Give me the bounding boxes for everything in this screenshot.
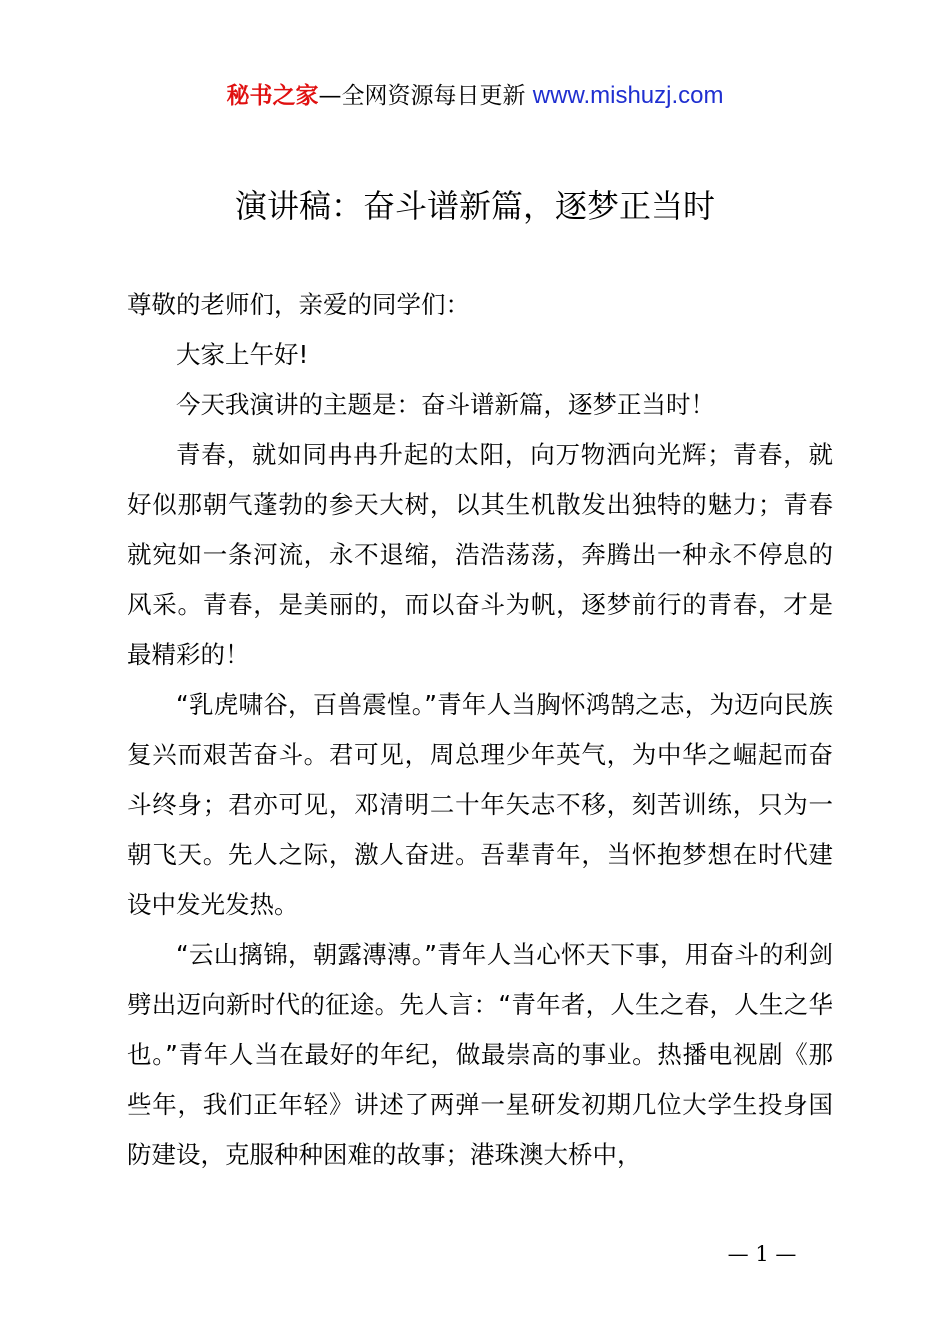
page-number: — 1 — <box>727 1242 797 1266</box>
paragraph-cloud: “云山摛锦，朝露漙漙。”青年人当心怀天下事，用奋斗的利剑劈出迈向新时代的征途。先人言：“青年者，人生之春，人生之华也。”青年人当在最好的年纪，做最崇高的事业。热播电视剧《那些年，我们正年轻》讲述了两弹一星研发初期几位大学生投身国防建设，克服种种困难的故事；港珠澳大桥中， <box>127 940 833 1169</box>
paragraph-greeting: 大家上午好! <box>176 340 309 369</box>
paragraph-tiger: “乳虎啸谷，百兽震惶。”青年人当胸怀鸿鹄之志，为迈向民族复兴而艰苦奋斗。君可见，周总理少年英气，为中华之崛起而奋斗终身；君亦可见，邓清明二十年矢志不移，刻苦训练，只为一朝飞天。先人之际，激人奋进。吾辈青年，当怀抱梦想在时代建设中发光发热。 <box>127 690 833 919</box>
header-tagline: —全网资源每日更新 <box>318 83 533 109</box>
paragraph-theme: 今天我演讲的主题是：奋斗谱新篇，逐梦正当时！ <box>176 390 715 419</box>
document-body <box>127 280 833 1180</box>
salutation: 尊敬的老师们，亲爱的同学们： <box>127 290 470 319</box>
document-title: 演讲稿：奋斗谱新篇，逐梦正当时 <box>234 187 715 225</box>
site-url[interactable]: www.mishuzj.com <box>532 82 724 109</box>
brand-name: 秘书之家 <box>226 83 319 109</box>
page-header <box>0 80 950 112</box>
paragraph-youth: 青春，就如同冉冉升起的太阳，向万物洒向光辉；青春，就好似那朝气蓬勃的参天大树，以其生机散发出独特的魅力；青春就宛如一条河流，永不退缩，浩浩荡荡，奔腾出一种永不停息的风采。青春，是美丽的，而以奋斗为帆，逐梦前行的青春，才是最精彩的！ <box>127 440 833 669</box>
